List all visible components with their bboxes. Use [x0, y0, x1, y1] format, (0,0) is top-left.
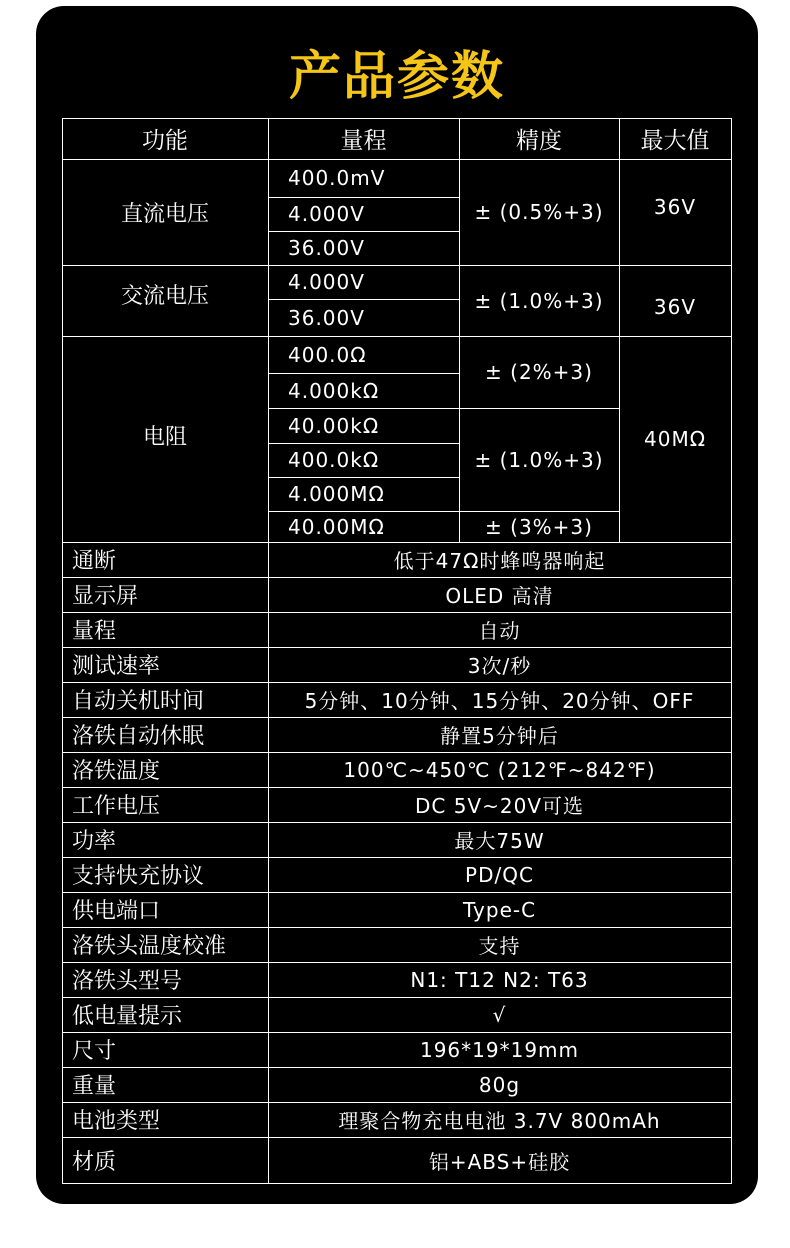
range-cell: 400.0kΩ	[288, 448, 380, 472]
spec-label: 自动关机时间	[72, 689, 205, 714]
table-rule	[62, 1183, 732, 1184]
spec-label: 洛铁头温度校准	[72, 934, 227, 959]
range-cell: 4.000kΩ	[288, 378, 380, 403]
table-rule	[62, 822, 732, 823]
table-rule	[62, 118, 732, 119]
range-cell: 4.000V	[288, 270, 365, 294]
range-cell: 40.00MΩ	[288, 514, 385, 539]
accuracy-cell: ± (3%+3)	[485, 514, 593, 539]
table-rule	[62, 857, 732, 858]
spec-label: 洛铁温度	[72, 759, 161, 784]
table-rule	[268, 443, 460, 444]
accuracy-cell: ± (1.0%+3)	[474, 447, 604, 472]
spec-label: 量程	[72, 619, 117, 644]
table-rule	[731, 118, 732, 1184]
spec-value: 最大75W	[454, 829, 545, 853]
spec-value: 自动	[478, 619, 521, 643]
spec-value: √	[492, 1002, 507, 1027]
table-rule	[62, 336, 732, 337]
spec-label: 重量	[72, 1074, 117, 1099]
function-ac-voltage: 交流电压	[120, 284, 209, 309]
max-cell: 36V	[653, 294, 697, 319]
range-cell: 400.0Ω	[288, 342, 367, 367]
spec-label: 电池类型	[72, 1109, 161, 1134]
table-rule	[459, 118, 460, 543]
spec-value: Type-C	[462, 897, 537, 922]
table-rule	[268, 197, 460, 198]
table-rule	[62, 787, 732, 788]
table-rule	[62, 997, 732, 998]
table-rule	[62, 577, 732, 578]
header-function: 功能	[142, 128, 188, 154]
spec-label: 支持快充协议	[72, 864, 205, 889]
spec-label: 测试速率	[72, 654, 161, 679]
spec-label: 显示屏	[72, 584, 139, 609]
table-rule	[62, 159, 732, 160]
table-rule	[62, 1137, 732, 1138]
header-max: 最大值	[640, 128, 710, 154]
spec-value: DC 5V~20V可选	[414, 794, 585, 818]
spec-value: PD/QC	[465, 862, 534, 887]
header-accuracy: 精度	[516, 128, 562, 154]
spec-label: 材质	[72, 1149, 117, 1175]
table-rule	[459, 408, 620, 409]
spec-value: 理聚合物充电电池 3.7V 800mAh	[338, 1109, 661, 1133]
spec-label: 洛铁头型号	[72, 969, 183, 994]
range-cell: 4.000V	[288, 202, 365, 226]
range-cell: 36.00V	[288, 305, 365, 330]
spec-value: 3次/秒	[467, 654, 532, 678]
table-rule	[62, 752, 732, 753]
table-rule	[268, 373, 460, 374]
table-rule	[62, 1067, 732, 1068]
spec-value: 100℃~450℃ (212℉~842℉)	[343, 757, 656, 782]
max-cell: 36V	[653, 195, 697, 219]
table-rule	[268, 477, 460, 478]
spec-label: 供电端口	[72, 899, 161, 924]
table-rule	[62, 542, 732, 543]
spec-value: 5分钟、10分钟、15分钟、20分钟、OFF	[304, 689, 695, 713]
page-title: 产品参数	[288, 47, 505, 107]
spec-value: N1: T12 N2: T63	[410, 967, 589, 992]
range-cell: 400.0mV	[288, 166, 386, 190]
table-rule	[62, 1032, 732, 1033]
range-cell: 36.00V	[288, 236, 365, 260]
spec-value: 196*19*19mm	[419, 1037, 580, 1062]
table-rule	[459, 511, 620, 512]
table-rule	[268, 511, 460, 512]
table-rule	[62, 717, 732, 718]
range-cell: 4.000MΩ	[288, 482, 385, 506]
spec-value: 铝+ABS+硅胶	[428, 1149, 571, 1174]
table-rule	[62, 265, 732, 266]
table-rule	[268, 231, 460, 232]
table-rule	[62, 927, 732, 928]
spec-label: 功率	[72, 829, 117, 854]
spec-label: 洛铁自动休眠	[72, 724, 205, 749]
table-rule	[62, 118, 63, 1184]
spec-label: 低电量提示	[72, 1004, 183, 1029]
table-rule	[268, 118, 269, 1184]
accuracy-cell: ± (2%+3)	[485, 360, 593, 384]
spec-value: 支持	[478, 934, 521, 958]
spec-value: OLED 高清	[445, 584, 554, 608]
spec-label: 通断	[72, 549, 117, 574]
function-dc-voltage: 直流电压	[120, 201, 209, 227]
table-rule	[62, 962, 732, 963]
spec-value: 80g	[478, 1072, 521, 1097]
accuracy-cell: ± (1.0%+3)	[474, 288, 604, 313]
max-cell: 40MΩ	[644, 427, 706, 451]
table-rule	[62, 1102, 732, 1103]
spec-value: 静置5分钟后	[440, 724, 559, 748]
table-rule	[62, 682, 732, 683]
table-rule	[268, 299, 460, 300]
spec-label: 尺寸	[72, 1039, 117, 1064]
range-cell: 40.00kΩ	[288, 413, 380, 438]
spec-label: 工作电压	[72, 794, 161, 819]
table-rule	[619, 118, 620, 543]
table-rule	[62, 647, 732, 648]
header-range: 量程	[340, 128, 387, 154]
table-rule	[268, 408, 460, 409]
table-rule	[62, 612, 732, 613]
table-rule	[62, 892, 732, 893]
function-resistance: 电阻	[142, 424, 187, 450]
spec-value: 低于47Ω时蜂鸣器响起	[393, 549, 606, 573]
accuracy-cell: ± (0.5%+3)	[474, 200, 604, 224]
